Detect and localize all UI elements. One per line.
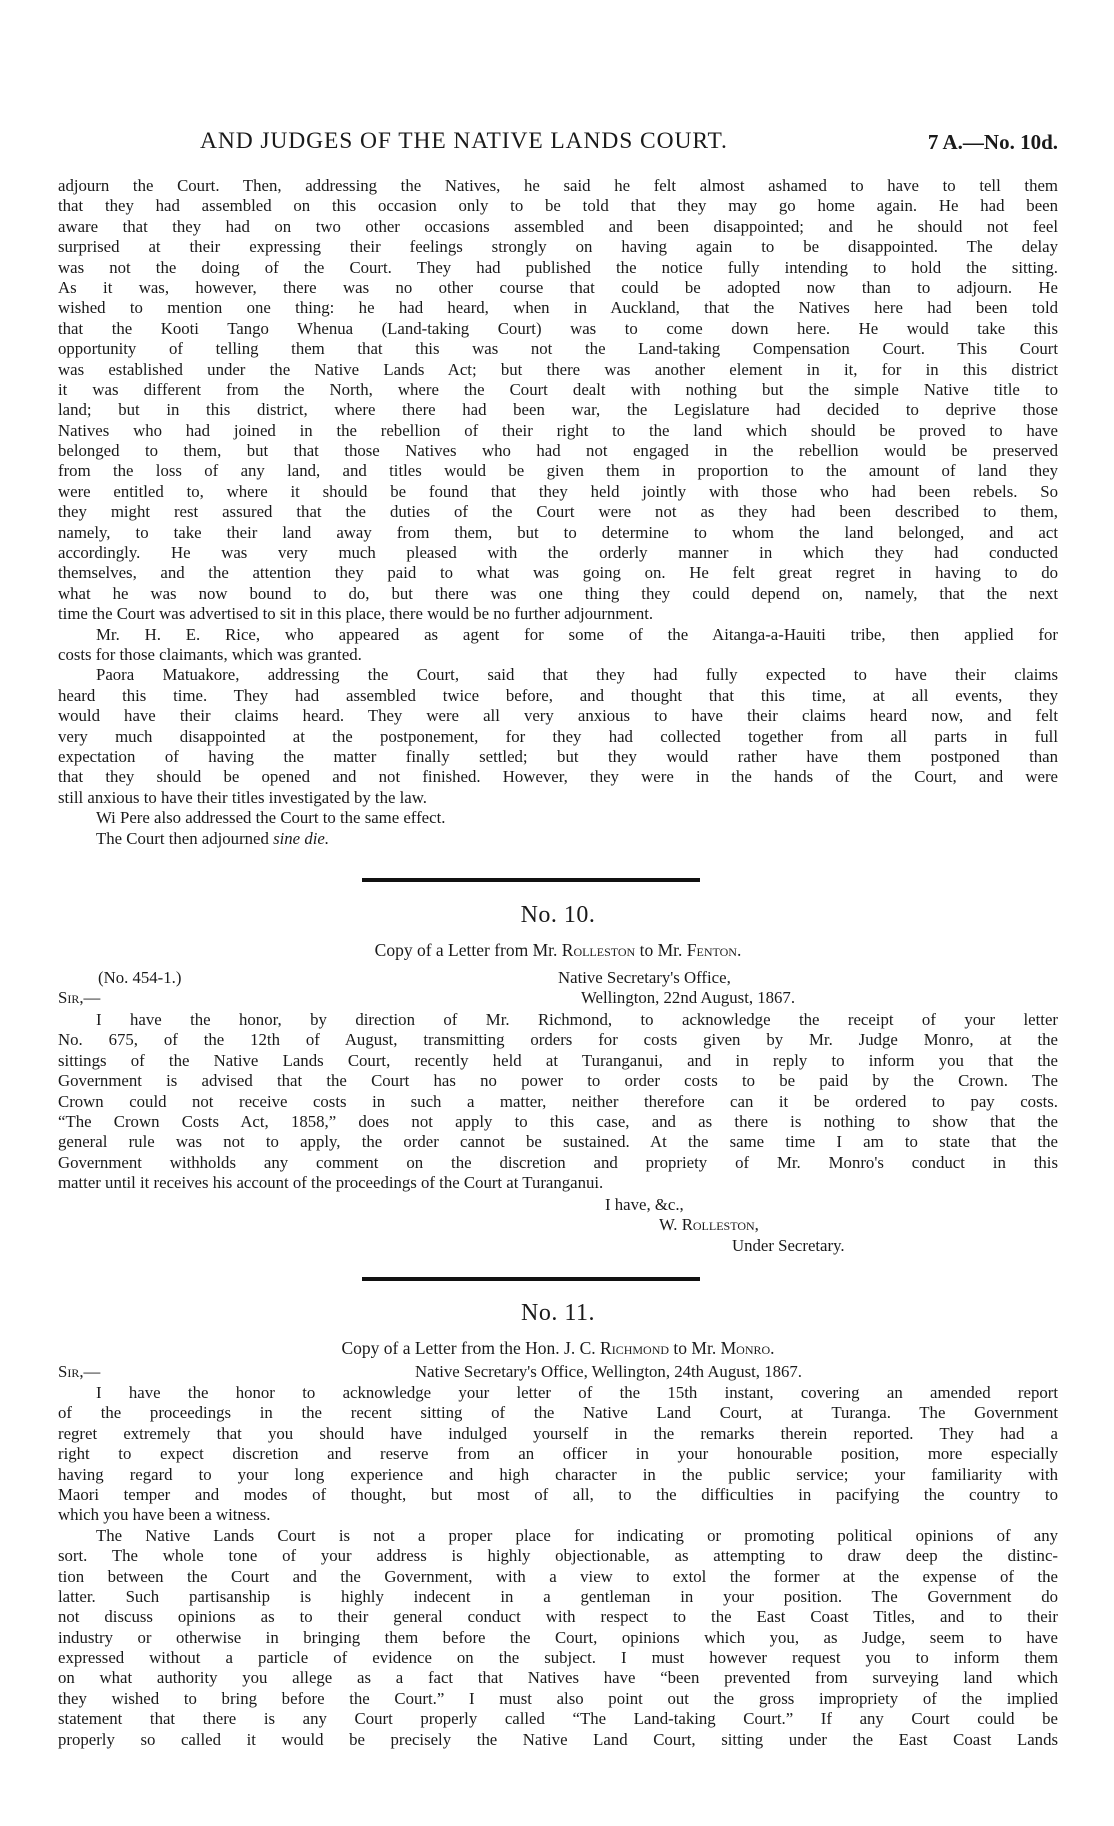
text-line: land; but in this district, where there had been war, the Legislature had decided to deprive those bbox=[58, 400, 1058, 420]
text-line: No. 675, of the 12th of August, transmitting orders for costs given by Mr. Judge Monro, at the bbox=[58, 1030, 1058, 1050]
text-line: heard this time. They had assembled twice before, and thought that this time, at all events, they bbox=[58, 685, 1058, 705]
text-line: properly so called it would be precisely the Native Land Court, sitting under the East Coast Lands bbox=[58, 1729, 1058, 1749]
continuation-text bbox=[58, 176, 1058, 849]
text-line: still anxious to have their titles investigated by the law. bbox=[58, 787, 427, 807]
text-line: adjourn the Court. Then, addressing the Natives, he said he felt almost ashamed to have to tell them bbox=[58, 176, 1058, 195]
letter-11-office-date: Native Secretary's Office, Wellington, 24th August, 1867. bbox=[415, 1362, 802, 1381]
section-divider bbox=[362, 1277, 700, 1281]
text-line: what he was now bound to do, but there was one thing they could depend on, namely, that the next bbox=[58, 583, 1058, 603]
text-line: of the proceedings in the recent sitting of the Native Land Court, at Turanga. The Government bbox=[58, 1403, 1058, 1423]
text-line: not discuss opinions as to their general conduct with respect to the East Coast Titles, and to their bbox=[58, 1607, 1058, 1627]
letter-10-date: Wellington, 22nd August, 1867. bbox=[581, 988, 796, 1007]
text-line: matter until it receives his account of the proceedings of the Court at Turanganui. bbox=[58, 1173, 604, 1193]
text-line: that they should be opened and not finished. However, they were in the hands of the Court, and were bbox=[58, 767, 1058, 787]
text-line: very much disappointed at the postponement, for they had collected together from all parts in full bbox=[58, 726, 1058, 746]
text-line: they wished to bring before the Court.” I must also point out the gross impropriety of the implied bbox=[58, 1688, 1058, 1708]
text-line: surprised at their expressing their feelings strongly on having again to be disappointed. The delay bbox=[58, 237, 1058, 257]
text-line: As it was, however, there was no other course that could be adopted now than to adjourn. He bbox=[58, 277, 1058, 297]
text-line: would have their claims heard. They were all very anxious to have their claims heard now, and felt bbox=[58, 706, 1058, 726]
text-line: from the loss of any land, and titles would be given them in proportion to the amount of land they bbox=[58, 461, 1058, 481]
text-line: general rule was not to apply, the order cannot be sustained. At the same time I am to state that the bbox=[58, 1132, 1058, 1152]
text-line: sort. The whole tone of your address is highly objectionable, as attempting to draw deep the distinc- bbox=[58, 1546, 1058, 1566]
text-line: opportunity of telling them that this was not the Land-taking Compensation Court. This Court bbox=[58, 339, 1058, 359]
letter-10-signature-title: Under Secretary. bbox=[732, 1236, 845, 1255]
document-page bbox=[58, 0, 1058, 1826]
letter-10-sign-off: I have, &c., bbox=[605, 1195, 684, 1214]
letter-11-number: No. 11. bbox=[521, 1300, 595, 1326]
text-line: Maori temper and modes of thought, but most of all, to the difficulties in pacifying the country to bbox=[58, 1484, 1058, 1504]
text-line: was established under the Native Lands Act; but there was another element in it, for in this district bbox=[58, 359, 1058, 379]
title-text: to Mr. bbox=[635, 940, 687, 960]
letter-10-number: No. 10. bbox=[520, 902, 596, 928]
section-divider bbox=[362, 878, 700, 882]
title-text: Copy of a Letter from the Hon. J. C. bbox=[341, 1338, 601, 1358]
recipient-name: Monro bbox=[720, 1338, 771, 1358]
text-line: expressed without a particle of evidence on the subject. I must however request you to inform them bbox=[58, 1648, 1058, 1668]
text-line: accordingly. He was very much pleased with the orderly manner in which they had conducted bbox=[58, 543, 1058, 563]
sender-name: Richmond bbox=[600, 1338, 670, 1358]
text-line: The Native Lands Court is not a proper place for indicating or promoting political opinions of any bbox=[96, 1525, 1058, 1545]
text-line: I have the honor to acknowledge your letter of the 15th instant, covering an amended report bbox=[96, 1383, 1058, 1402]
text-line: wished to mention one thing: he had heard, when in Auckland, that the Natives here had been told bbox=[58, 298, 1058, 318]
text-line: time the Court was advertised to sit in this place, there would be no further adjournment. bbox=[58, 604, 654, 624]
letter-10-reference: (No. 454-1.) bbox=[98, 968, 182, 987]
title-text: Copy of a Letter from Mr. bbox=[374, 940, 562, 960]
text-line: Natives who had joined in the rebellion of their right to the land which should be proved to have bbox=[58, 420, 1058, 440]
text-line: sittings of the Native Lands Court, recently held at Turanganui, and in reply to inform you that the bbox=[58, 1050, 1058, 1070]
text-line: industry or otherwise in bringing them before the Court, opinions which you, as Judge, seem to have bbox=[58, 1627, 1058, 1647]
letter-10-office: Native Secretary's Office, bbox=[558, 968, 731, 987]
text-line: regret extremely that you should have indulged yourself in the remarks therein reported. They had a bbox=[58, 1423, 1058, 1443]
letter-10-salutation: Sir,— bbox=[58, 988, 101, 1007]
text-line: right to expect discretion and reserve from an officer in your honourable position, more especially bbox=[58, 1444, 1058, 1464]
text-line: on what authority you allege as a fact that Natives have “been prevented from surveying land which bbox=[58, 1668, 1058, 1688]
text-line: “The Crown Costs Act, 1858,” does not apply to this case, and as there is nothing to show that the bbox=[58, 1111, 1058, 1131]
text-line: belonged to them, but that those Natives who had not engaged in the rebellion would be preserved bbox=[58, 441, 1058, 461]
letter-11-title bbox=[58, 1338, 1058, 1359]
text-line: themselves, and the attention they paid to what was going on. He felt great regret in having to do bbox=[58, 563, 1058, 583]
text-line: namely, to take their land away from them, but to determine to whom the land belonged, and act bbox=[58, 522, 1058, 542]
sender-name: Rolleston bbox=[561, 940, 636, 960]
text-line: I have the honor, by direction of Mr. Richmond, to acknowledge the receipt of your letter bbox=[96, 1010, 1058, 1029]
text-line: aware that they had on two other occasions assembled and been disappointed; and he should not feel bbox=[58, 216, 1058, 236]
letter-11-body bbox=[58, 1383, 1058, 1750]
text-line: Paora Matuakore, addressing the Court, said that they had fully expected to have their claims bbox=[96, 665, 1058, 685]
letter-11-salutation: Sir,— bbox=[58, 1362, 101, 1381]
text-line: tion between the Court and the Government, with a view to extol the former at the expense of the bbox=[58, 1566, 1058, 1586]
letter-10-body bbox=[58, 1010, 1058, 1194]
running-title: AND JUDGES OF THE NATIVE LANDS COURT. bbox=[200, 128, 728, 154]
text-line: was not the doing of the Court. They had published the notice fully intending to hold the sitting. bbox=[58, 257, 1058, 277]
text-line: which you have been a witness. bbox=[58, 1505, 271, 1525]
title-text: . bbox=[770, 1338, 775, 1358]
page-header bbox=[58, 128, 1058, 158]
text-line: Crown could not receive costs in such a matter, neither therefore can it be ordered to pay costs. bbox=[58, 1091, 1058, 1111]
text-line: that the Kooti Tango Whenua (Land-taking Court) was to come down here. He would take this bbox=[58, 318, 1058, 338]
adjourned-text: The Court then adjourned bbox=[96, 828, 274, 848]
text-line: Mr. H. E. Rice, who appeared as agent for some of the Aitanga-a-Hauiti tribe, then applied for bbox=[96, 624, 1058, 644]
text-line: Government withholds any comment on the discretion and propriety of Mr. Monro's conduct in this bbox=[58, 1152, 1058, 1172]
page-reference: 7 A.—No. 10d. bbox=[927, 130, 1058, 154]
text-line: costs for those claimants, which was granted. bbox=[58, 644, 362, 664]
text-line bbox=[58, 829, 1058, 849]
text-line: it was different from the North, where the Court dealt with nothing but the simple Native title to bbox=[58, 379, 1058, 399]
text-line: having regard to your long experience and high character in the public service; your familiarity with bbox=[58, 1464, 1058, 1484]
text-line: statement that there is any Court properly called “The Land-taking Court.” If any Court could be bbox=[58, 1709, 1058, 1729]
sine-die-phrase: sine die. bbox=[273, 828, 330, 848]
text-line: latter. Such partisanship is highly indecent in a gentleman in your position. The Government do bbox=[58, 1586, 1058, 1606]
text-line: Government is advised that the Court has no power to order costs to be paid by the Crown. The bbox=[58, 1071, 1058, 1091]
letter-10-signature: W. Rolleston, bbox=[659, 1215, 759, 1234]
text-line: they might rest assured that the duties of the Court were not as they had been described to them, bbox=[58, 502, 1058, 522]
letter-10-title bbox=[58, 940, 1058, 961]
text-line: that they had assembled on this occasion only to be told that they may go home again. He had been bbox=[58, 196, 1058, 216]
title-text: . bbox=[736, 940, 742, 960]
title-text: to Mr. bbox=[669, 1338, 721, 1358]
text-line: expectation of having the matter finally settled; but they would rather have them postponed than bbox=[58, 746, 1058, 766]
text-line: Wi Pere also addressed the Court to the same effect. bbox=[96, 808, 446, 828]
recipient-name: Fenton bbox=[686, 940, 737, 960]
text-line: were entitled to, where it should be found that they held jointly with those who had been rebels. So bbox=[58, 481, 1058, 501]
